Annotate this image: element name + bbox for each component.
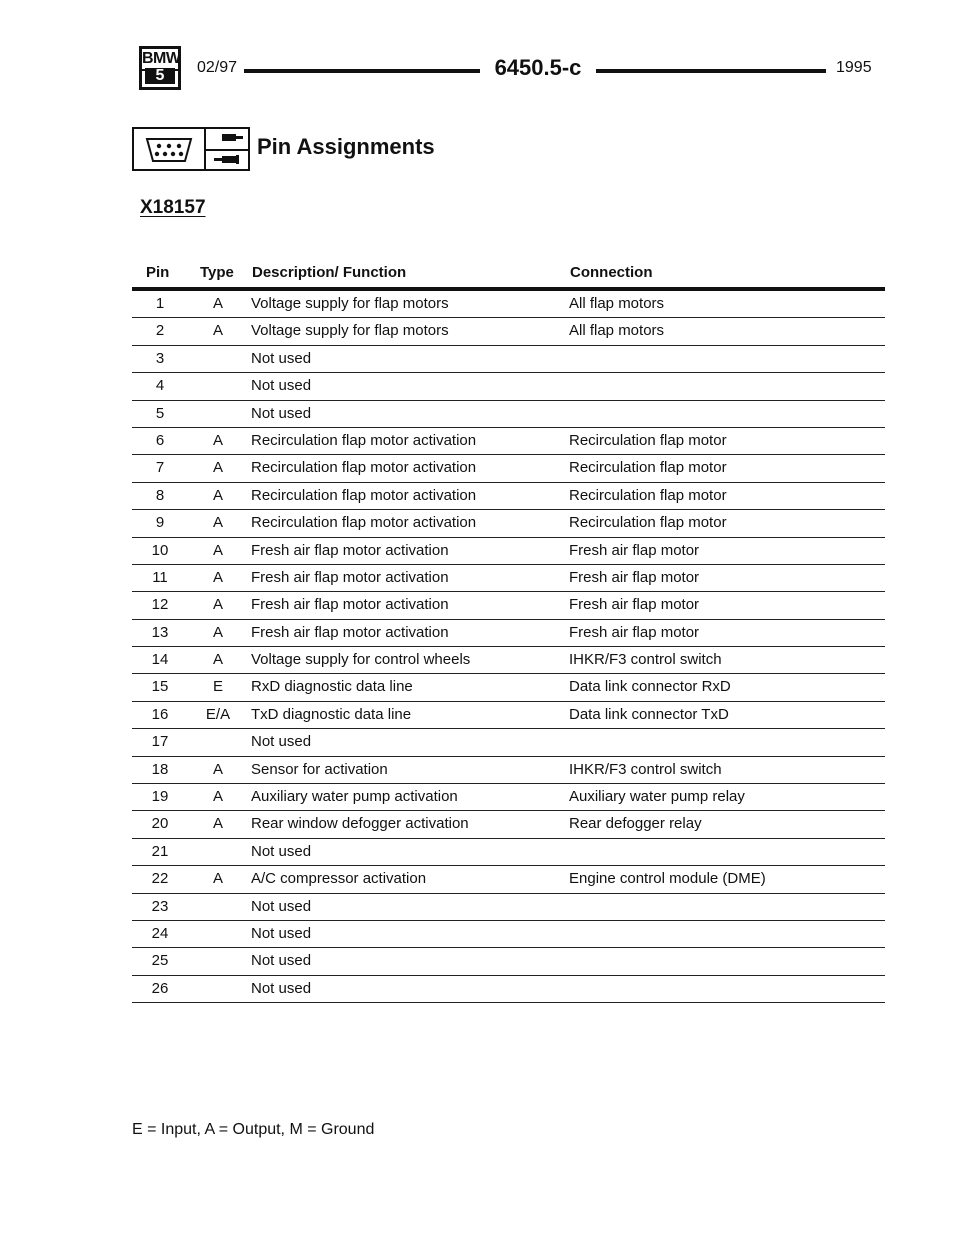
column-header-type: Type: [200, 264, 234, 281]
description-cell: Recirculation flap motor activation: [251, 514, 477, 532]
table-row: [132, 948, 885, 975]
table-row: [132, 565, 885, 592]
connection-cell: Fresh air flap motor: [569, 596, 700, 614]
pin-cell: 9: [155, 514, 165, 532]
pin-cell: 10: [151, 541, 169, 559]
connection-cell: Rear defogger relay: [569, 815, 702, 833]
description-cell: Rear window defogger activation: [251, 815, 469, 833]
pin-cell: 23: [151, 897, 169, 915]
connection-cell: All flap motors: [569, 322, 665, 340]
connection-cell: Data link connector RxD: [569, 678, 731, 696]
description-cell: Fresh air flap motor activation: [251, 541, 449, 559]
pin-cell: 20: [151, 815, 169, 833]
type-cell: A: [212, 431, 223, 449]
pin-cell: 12: [151, 596, 169, 614]
type-cell: A: [212, 568, 223, 586]
pin-cell: 7: [155, 459, 165, 477]
bmw-5-series-logo: [139, 46, 181, 90]
table-row: [132, 510, 885, 537]
connector-id: X18157: [140, 197, 206, 218]
connection-cell: Fresh air flap motor: [569, 541, 700, 559]
connection-cell: Data link connector TxD: [569, 705, 729, 723]
type-cell: A: [212, 514, 223, 532]
type-cell: A: [212, 486, 223, 504]
pin-cell: 25: [151, 952, 169, 970]
type-cell: A: [212, 596, 223, 614]
description-cell: Not used: [251, 733, 312, 751]
description-cell: Voltage supply for flap motors: [251, 322, 449, 340]
table-row: [132, 757, 885, 784]
pin-cell: 11: [152, 568, 168, 586]
pin-cell: 5: [155, 404, 165, 422]
type-cell: E/A: [205, 705, 231, 723]
logo-brand-text: BMW: [142, 49, 178, 71]
table-row: [132, 592, 885, 619]
type-cell: A: [212, 760, 223, 778]
table-row: [132, 373, 885, 400]
document-number: 6450.5-c: [494, 55, 582, 80]
table-row: [132, 620, 885, 647]
connection-cell: Recirculation flap motor: [569, 431, 727, 449]
pin-assignment-table: [132, 291, 885, 1003]
table-row: [132, 976, 885, 1003]
description-cell: Fresh air flap motor activation: [251, 623, 449, 641]
column-header-pin: Pin: [146, 264, 170, 281]
description-cell: Not used: [251, 924, 312, 942]
connector-pins-icon: [141, 135, 197, 165]
description-cell: Not used: [251, 842, 312, 860]
type-cell: E: [212, 678, 223, 696]
type-cell: A: [212, 870, 223, 888]
connection-cell: IHKR/F3 control switch: [569, 651, 722, 669]
description-cell: Not used: [251, 979, 312, 997]
table-row: [132, 894, 885, 921]
pin-cell: 14: [151, 651, 169, 669]
pin-cell: 26: [151, 979, 169, 997]
description-cell: Recirculation flap motor activation: [251, 459, 477, 477]
pin-cell: 2: [155, 322, 165, 340]
pin-cell: 8: [155, 486, 165, 504]
pin-cell: 24: [151, 924, 169, 942]
type-cell: A: [212, 541, 223, 559]
pin-cell: 18: [151, 760, 169, 778]
pin-cell: 19: [151, 788, 169, 806]
header-date: 02/97: [197, 59, 238, 76]
table-row: [132, 866, 885, 893]
table-row: [132, 921, 885, 948]
header-rule-left: [244, 69, 480, 73]
connection-cell: Fresh air flap motor: [569, 623, 700, 641]
table-row: [132, 538, 885, 565]
table-row: [132, 483, 885, 510]
table-row: [132, 291, 885, 318]
type-cell: A: [212, 815, 223, 833]
description-cell: Not used: [251, 377, 312, 395]
table-row: [132, 647, 885, 674]
connection-cell: Fresh air flap motor: [569, 568, 700, 586]
type-cell: A: [212, 651, 223, 669]
connection-cell: Recirculation flap motor: [569, 459, 727, 477]
pin-cell: 21: [151, 842, 169, 860]
table-row: [132, 839, 885, 866]
table-row: [132, 811, 885, 838]
pin-cell: 6: [155, 431, 165, 449]
pin-cell: 16: [151, 705, 169, 723]
type-legend: E = Input, A = Output, M = Ground: [132, 1121, 375, 1138]
table-row: [132, 784, 885, 811]
header-rule-right: [596, 69, 826, 73]
description-cell: Fresh air flap motor activation: [251, 596, 449, 614]
table-row: [132, 455, 885, 482]
type-cell: A: [212, 322, 223, 340]
header-year: 1995: [836, 59, 872, 76]
connection-cell: All flap motors: [569, 295, 665, 312]
table-row: [132, 674, 885, 701]
connection-cell: Recirculation flap motor: [569, 514, 727, 532]
description-cell: Not used: [251, 349, 312, 367]
table-row: [132, 318, 885, 345]
pin-cell: 3: [155, 349, 165, 367]
description-cell: Auxiliary water pump activation: [251, 788, 458, 806]
description-cell: TxD diagnostic data line: [251, 705, 412, 723]
description-cell: Not used: [251, 897, 312, 915]
table-row: [132, 428, 885, 455]
logo-series-text: 5: [145, 68, 175, 84]
type-cell: A: [212, 459, 223, 477]
type-cell: A: [212, 788, 223, 806]
pin-cell: 13: [151, 623, 169, 641]
description-cell: A/C compressor activation: [251, 870, 427, 888]
description-cell: Recirculation flap motor activation: [251, 431, 477, 449]
pin-cell: 22: [151, 870, 169, 888]
connection-cell: IHKR/F3 control switch: [569, 760, 722, 778]
type-cell: A: [212, 295, 223, 312]
connection-cell: Engine control module (DME): [569, 870, 766, 888]
description-cell: RxD diagnostic data line: [251, 678, 413, 696]
pin-cell: 17: [151, 733, 169, 751]
description-cell: Not used: [251, 952, 312, 970]
column-header-description: Description/ Function: [252, 264, 407, 281]
connection-cell: Auxiliary water pump relay: [569, 788, 745, 806]
table-row: [132, 702, 885, 729]
description-cell: Recirculation flap motor activation: [251, 486, 477, 504]
table-row: [132, 401, 885, 428]
connector-symbol-box: [132, 127, 250, 171]
pin-cell: 1: [155, 295, 165, 312]
description-cell: Voltage supply for flap motors: [251, 295, 449, 312]
pin-cell: 4: [155, 377, 165, 395]
description-cell: Voltage supply for control wheels: [251, 651, 471, 669]
plug-socket-icon: [208, 129, 250, 169]
pin-cell: 15: [151, 678, 169, 696]
column-header-connection: Connection: [570, 264, 653, 281]
table-row: [132, 346, 885, 373]
connection-cell: Recirculation flap motor: [569, 486, 727, 504]
description-cell: Fresh air flap motor activation: [251, 568, 449, 586]
description-cell: Not used: [251, 404, 312, 422]
section-title: Pin Assignments: [257, 134, 435, 159]
table-row: [132, 729, 885, 756]
description-cell: Sensor for activation: [251, 760, 388, 778]
type-cell: A: [212, 623, 223, 641]
